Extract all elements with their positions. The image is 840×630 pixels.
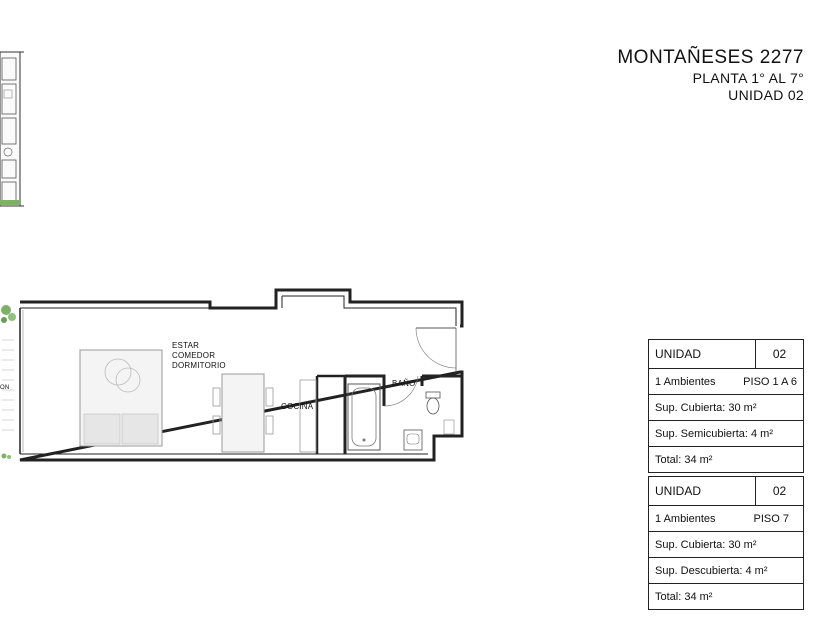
edge-fragment-text: ON xyxy=(0,385,10,391)
kitchen-counter xyxy=(300,380,316,452)
table-row-total: Total: 34 m² xyxy=(649,447,804,473)
project-title: MONTAÑESES 2277 xyxy=(617,47,804,68)
sink xyxy=(404,430,422,450)
unit-table-floors-1-6 xyxy=(648,339,804,473)
plant-icon xyxy=(1,305,16,323)
dining-table xyxy=(213,374,273,452)
table-row-sup-descubierta: Sup. Descubierta: 4 m² xyxy=(649,558,804,584)
table-row-ambientes xyxy=(649,506,804,532)
table-row-ambientes xyxy=(649,369,804,395)
balcony xyxy=(2,340,15,459)
entrance-door xyxy=(416,328,456,372)
unit-table-floor-7 xyxy=(648,476,804,610)
room-label-comedor: COMEDOR xyxy=(172,351,216,360)
room-label-kitchen: COCINA xyxy=(281,402,314,411)
table-row-sup-cubierta: Sup. Cubierta: 30 m² xyxy=(649,532,804,558)
floor-plan xyxy=(0,280,480,470)
ambientes-value: 1 Ambientes xyxy=(655,375,716,388)
toilet xyxy=(426,392,440,414)
table-row-sup-cubierta: Sup. Cubierta: 30 m² xyxy=(649,395,804,421)
floor-label: PLANTA 1° AL 7° xyxy=(692,70,804,86)
table-header-label: UNIDAD xyxy=(649,340,756,369)
key-plan-thumbnail xyxy=(0,48,24,210)
room-label-dormitorio: DORMITORIO xyxy=(172,361,226,370)
table-header-label: UNIDAD xyxy=(649,477,756,506)
title-block xyxy=(617,46,804,104)
piso-value: PISO 7 xyxy=(753,512,789,525)
table-header-value: 02 xyxy=(756,340,804,369)
piso-value: PISO 1 A 6 xyxy=(743,375,797,388)
room-label-estar: ESTAR xyxy=(172,341,200,350)
ambientes-value: 1 Ambientes xyxy=(655,512,716,525)
bed xyxy=(80,350,162,446)
room-label-bath: BAÑO xyxy=(392,379,416,388)
table-row-sup-semicubierta: Sup. Semicubierta: 4 m² xyxy=(649,421,804,447)
unit-label: UNIDAD 02 xyxy=(728,87,804,103)
table-header-value: 02 xyxy=(756,477,804,506)
table-row-total: Total: 34 m² xyxy=(649,584,804,610)
room-label-living xyxy=(172,341,226,371)
